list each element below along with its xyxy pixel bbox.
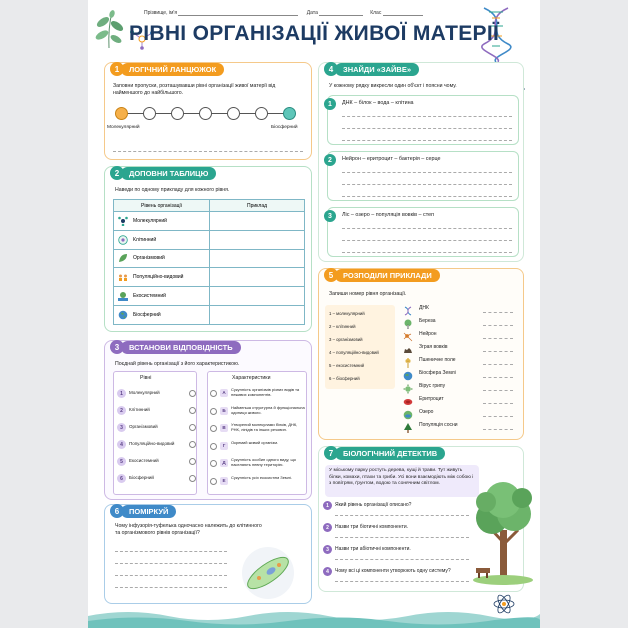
characteristic-item [210,474,306,490]
section-number: 3 [110,340,124,354]
characteristic-letter: Г [220,442,228,450]
earth-icon [403,368,413,378]
example-label: ДНК [419,305,429,311]
section-think [104,504,312,604]
section-badge [324,268,440,282]
cell-icon [118,235,128,245]
level-label: Екосистемний [133,293,166,300]
match-dot[interactable] [189,441,196,448]
chain-node[interactable] [227,107,240,120]
characteristic-letter: Б [220,407,228,415]
level-label: Популяційно-видовий [133,274,184,281]
answer-line[interactable] [342,184,512,185]
page-title: РІВНІ ОРГАНІЗАЦІЇ ЖИВОЇ МАТЕРІЇ [128,22,500,45]
level-label: Біосферний [129,475,154,480]
characteristic-text: Сукупність особин одного виду, що населяють певну територію. [231,457,296,468]
instruction-text: Заповни пропуски, розташувавши рівні організації живої матерії від найменшого до найбільшого. [113,83,276,97]
section-odd-one-out [318,62,524,262]
question-text: Назви три біотичні компоненти. [335,524,409,530]
item-text: Нейрон – еритроцит – бактерія – серце [342,156,441,162]
level-item [117,405,195,416]
answer-line[interactable] [342,196,512,197]
bottom-wave-decor [88,606,540,628]
table-row [114,268,305,287]
answer-line[interactable] [342,228,512,229]
level-number: 5 [117,457,126,466]
worksheet-page [88,0,540,628]
section-title: ЗНАЙДИ «ЗАЙВЕ» [335,63,419,76]
col-header-characteristics: Характеристики [232,375,271,381]
chain-end-label: Біосферний [271,125,298,130]
class-field[interactable] [383,15,423,16]
student-info-row [144,10,423,16]
answer-line[interactable] [115,575,227,576]
section-badge [110,62,224,76]
question-number: 2 [323,523,332,532]
characteristic-item [210,456,306,472]
match-dot[interactable] [210,443,217,450]
name-field[interactable] [178,15,298,16]
section-number: 6 [110,504,124,518]
level-key-item: 3 – організмовий [329,337,363,342]
match-dot[interactable] [210,408,217,415]
level-number: 3 [117,423,126,432]
virus-icon [403,381,413,391]
paramecium-icon [233,545,303,601]
leaf-icon [118,253,128,263]
question-number: 1 [323,501,332,510]
item-text: ДНК – білок – вода – клітина [342,100,414,106]
levels-column [113,371,197,495]
section-badge [324,446,445,460]
section-badge [110,340,241,354]
example-input-cell[interactable] [210,305,305,324]
example-input-cell[interactable] [210,212,305,231]
date-label: Дата [306,10,318,16]
level-label: Екосистемний [129,458,159,463]
level-key-item: 6 – біосферний [329,376,360,381]
question-number: 3 [323,545,332,554]
level-item [117,439,195,450]
level-cell [114,212,210,231]
dna-icon [403,303,413,313]
level-cell [114,249,210,268]
erythrocyte-icon [403,394,413,404]
example-input-cell[interactable] [210,249,305,268]
question-text: Чому інфузорія-туфелька одночасно належить до клітинного та організмового рівнів організації? [115,523,262,537]
match-dot[interactable] [189,407,196,414]
characteristic-text: Сукупність усіх екосистем Землі. [231,474,293,480]
answer-line[interactable] [483,416,513,417]
example-label: Озеро [419,409,434,415]
section-number: 7 [324,446,338,460]
wheat-icon [403,355,413,365]
level-item [117,422,195,433]
characteristics-column [207,371,307,495]
birch-icon [403,316,413,326]
level-label: Клітинний [129,407,150,412]
name-label: Прізвище, ім'я [144,10,178,16]
question-text: Чому всі ці компоненти утворюють одну систему? [335,568,451,574]
section-title: ДОПОВНИ ТАБЛИЦЮ [121,167,216,180]
characteristic-item [210,421,306,437]
item-text: Ліс – озеро – популяція вовків – степ [342,212,435,218]
molecule-icon [118,216,128,226]
section-title: ЛОГІЧНИЙ ЛАНЦЮЖОК [121,63,224,76]
level-number: 6 [117,474,126,483]
chain-node-end [283,107,296,120]
section-title: РОЗПОДІЛИ ПРИКЛАДИ [335,269,440,282]
example-label: Біосфера Землі [419,370,456,376]
answer-line[interactable] [115,551,227,552]
chain-node[interactable] [171,107,184,120]
level-label: Клітинний [133,236,157,243]
characteristic-letter: В [220,424,228,432]
section-number: 5 [324,268,338,282]
section-number: 2 [110,166,124,180]
instruction-text: Запиши номер рівня організації. [329,291,407,297]
item-number: 3 [324,210,336,222]
date-field[interactable] [319,15,363,16]
answer-line[interactable] [342,252,512,253]
answer-line[interactable] [335,537,469,538]
population-icon [118,272,128,282]
characteristic-item [210,386,306,402]
level-cell [114,287,210,306]
answer-line[interactable] [342,172,512,173]
section-match [104,340,312,500]
table-row [114,287,305,306]
level-label: Молекулярний [133,217,167,224]
answer-line[interactable] [483,403,513,404]
col-header-example: Приклад [210,200,305,212]
match-dot[interactable] [189,424,196,431]
match-dot[interactable] [189,390,196,397]
section-title: БІОЛОГІЧНИЙ ДЕТЕКТИВ [335,447,445,460]
answer-line[interactable] [335,515,469,516]
table-row [114,305,305,324]
ecosystem-icon [118,291,128,301]
chain-start-label: Молекулярний [107,125,140,130]
level-item [117,388,195,399]
section-fill-table [104,166,312,332]
example-input-cell[interactable] [210,230,305,249]
answer-line[interactable] [483,351,513,352]
level-label: Популяційно-видовий [129,441,175,446]
section-badge [110,166,216,180]
question-text: Назви три абіотичні компоненти. [335,546,411,552]
story-box [325,465,479,497]
levels-key-box [325,305,395,389]
example-label: Еритроцит [419,396,444,402]
level-number: 2 [117,406,126,415]
characteristic-letter: Е [220,477,228,485]
item-number: 2 [324,154,336,166]
table-row [114,212,305,231]
characteristic-text: Окремий живий організм. [231,439,279,445]
level-item [117,456,195,467]
example-label: Популяція сосни [419,422,458,428]
chain-node[interactable] [199,107,212,120]
match-dot[interactable] [210,460,217,467]
level-label: Організмовий [133,255,165,262]
level-cell [114,305,210,324]
example-input-cell[interactable] [210,268,305,287]
match-dot[interactable] [189,458,196,465]
table-row [114,230,305,249]
characteristic-item [210,404,306,420]
park-tree-icon [468,470,538,590]
chain-node[interactable] [255,107,268,120]
characteristic-text: Сукупність організмів різних видів та неживих компонентів. [231,387,300,398]
section-number: 1 [110,62,124,76]
answer-line[interactable] [342,116,512,117]
level-label: Молекулярний [129,390,160,395]
story-text: У міському парку ростуть дерева, кущі й трави. Тут живуть білки, комахи, птахи та гриби. Усі вони взаємодіють між собою і з повітрям, ґрунтом, водою та сонячним світлом. [329,468,474,487]
answer-line[interactable] [342,240,512,241]
answer-line[interactable] [483,390,513,391]
instruction-text: У кожному рядку викресли один об'єкт і поясни чому. [329,83,457,89]
example-label: Береза [419,318,436,324]
answer-line[interactable] [335,581,469,582]
answer-line[interactable] [113,151,303,152]
level-key-item: 2 – клітинний [329,324,356,329]
class-label: Клас [370,10,382,16]
answer-line[interactable] [342,140,512,141]
level-key-item: 5 – екосистемний [329,363,365,368]
level-cell [114,268,210,287]
example-label: Вірус грипу [419,383,446,389]
question-number: 4 [323,567,332,576]
level-number: 1 [117,389,126,398]
answer-line[interactable] [483,325,513,326]
col-header-levels: Рівні [140,375,152,381]
answer-line[interactable] [115,563,227,564]
example-label: Зграя вовків [419,344,448,350]
characteristic-letter: Д [220,459,228,467]
match-dot[interactable] [189,475,196,482]
answer-line[interactable] [342,128,512,129]
answer-line[interactable] [335,559,469,560]
odd-one-item [327,207,519,257]
characteristic-letter: А [220,389,228,397]
odd-one-item [327,151,519,201]
answer-line[interactable] [483,377,513,378]
instruction-text: Наведи по одному прикладу для кожного рівня. [115,187,230,193]
odd-one-item [327,95,519,145]
answer-line[interactable] [483,364,513,365]
chain-node-start [115,107,128,120]
example-input-cell[interactable] [210,287,305,306]
answer-line[interactable] [115,587,227,588]
characteristic-item [210,439,306,455]
match-dot[interactable] [210,478,217,485]
section-badge [324,62,419,76]
level-key-item: 4 – популяційно-видовий [329,350,379,355]
level-label: Організмовий [129,424,158,429]
neuron-icon [403,329,413,339]
section-title: ВСТАНОВИ ВІДПОВІДНІСТЬ [121,341,241,354]
characteristic-text: Утворений молекулами білків, ДНК, РНК, ліпідів та інших речовин. [231,422,298,433]
answer-line[interactable] [483,429,513,430]
level-number: 4 [117,440,126,449]
answer-line[interactable] [483,338,513,339]
level-item [117,473,195,484]
globe-icon [118,310,128,320]
wolf-icon [403,342,413,352]
level-key-item: 1 – молекулярний [329,311,365,316]
item-number: 1 [324,98,336,110]
characteristic-text: Найменша структурна й функціональна одиниця живого. [231,404,305,415]
match-dot[interactable] [210,390,217,397]
table-row [114,249,305,268]
pine-icon [403,420,413,430]
section-title: ПОМІРКУЙ [121,505,176,518]
col-header-level: Рівень організації [114,200,210,212]
chain-node[interactable] [143,107,156,120]
levels-table [113,199,305,325]
section-logic-chain [104,62,312,160]
example-label: Нейрон [419,331,437,337]
question-text: Який рівень організації описано? [335,502,412,508]
match-dot[interactable] [210,425,217,432]
level-label: Біосферний [133,311,161,318]
level-cell [114,230,210,249]
answer-line[interactable] [483,312,513,313]
section-number: 4 [324,62,338,76]
lake-icon [403,407,413,417]
instruction-text: Поєднай рівень організації з його характеристикою. [115,361,240,367]
section-distribute [318,268,524,440]
example-label: Пшеничне поле [419,357,456,363]
section-badge [110,504,176,518]
